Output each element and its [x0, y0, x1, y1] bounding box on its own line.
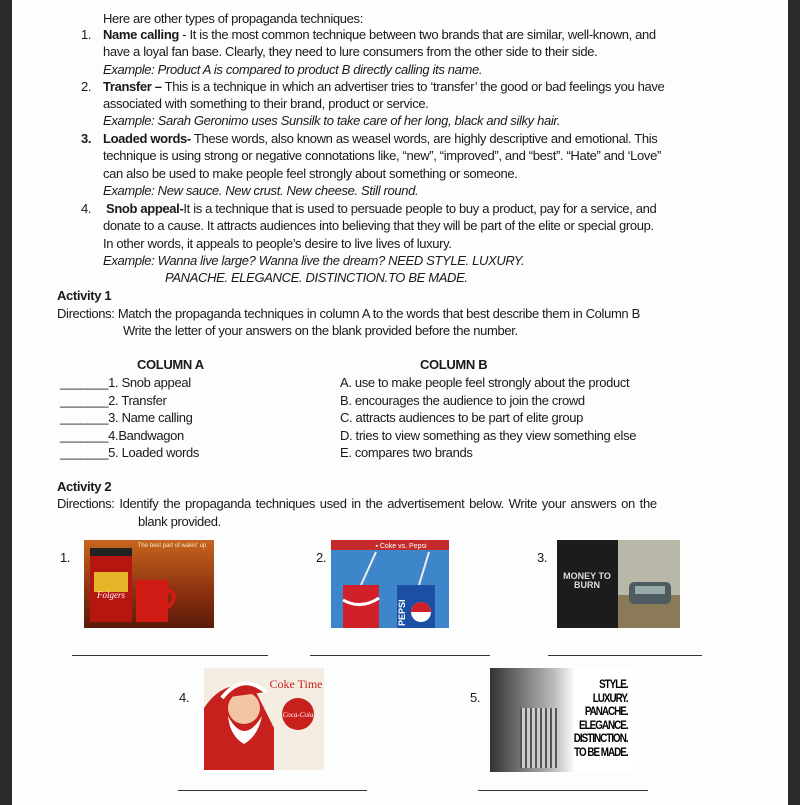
num-2: 2.	[81, 79, 92, 94]
ad-1-caption: The best part of wakin' up	[137, 543, 207, 549]
answer-blank[interactable]: _______	[60, 375, 109, 390]
text: This is a technique in which an advertiser tries to ‘transfer’ the good or bad feelings you have	[161, 79, 665, 94]
answer-blank[interactable]: _______	[60, 445, 109, 460]
ad-5-caption-line: ELEGANCE.	[579, 717, 628, 732]
text: It is a technique that is used to persuade people to buy a product, pay for a service, and	[183, 201, 657, 216]
activity2-title: Activity 2	[57, 479, 112, 494]
technique-3-line2: technique is using strong or negative connotations like, “new”, “improved”, and “best”. “Hate” and ‘Love”	[103, 148, 661, 163]
answer-blank[interactable]: _______	[60, 392, 109, 408]
activity1-title: Activity 1	[57, 288, 112, 303]
technique-label: 5. Loaded words	[108, 445, 200, 460]
ad-4-santa-coke-image	[204, 668, 324, 770]
ad-5-caption-line: DISTINCTION.	[574, 731, 628, 745]
technique-label: 2. Transfer	[108, 392, 167, 408]
ad-3-number: 3.	[537, 550, 548, 565]
activity2-directions-cont: blank provided.	[138, 514, 221, 529]
activity1-directions-cont: Write the letter of your answers on the blank provided before the number.	[123, 323, 518, 338]
ad-5-caption-line: STYLE.	[599, 677, 628, 691]
worksheet-page	[12, 0, 788, 805]
ad-5-answer-blank[interactable]	[478, 790, 648, 791]
term: Name calling	[103, 27, 179, 42]
column-b-item: A. use to make people feel strongly about the product	[340, 375, 630, 390]
text: These words, also known as weasel words, are highly descriptive and emotional. This	[190, 131, 658, 146]
term: Loaded words-	[103, 131, 191, 146]
column-a-item[interactable]	[60, 375, 191, 391]
ad-3-caption: MONEY TO BURN	[563, 572, 611, 590]
technique-1-example: Example: Product A is compared to product B directly calling its name.	[103, 62, 483, 77]
ad-4-brand: Coca-Cola	[282, 711, 314, 719]
ad-2-brand: PEPSI	[397, 599, 407, 626]
ad-5-caption	[574, 678, 628, 759]
ad-2-coke-pepsi-image	[331, 540, 449, 628]
column-b-item: D. tries to view something as they view something else	[340, 427, 637, 443]
car-grille	[520, 708, 558, 768]
technique-4-line1	[106, 201, 656, 217]
ad-4-answer-blank[interactable]	[178, 790, 367, 791]
technique-label: 3. Name calling	[108, 410, 193, 425]
ad-4-caption: Coke Time	[269, 677, 323, 691]
ad-1-answer-blank[interactable]	[72, 655, 268, 656]
ad-5-caption-line: LUXURY.	[593, 690, 628, 705]
technique-2-line1	[103, 79, 664, 95]
num-4: 4.	[81, 201, 92, 216]
term: Transfer –	[103, 79, 162, 94]
technique-1-line2: have a loyal fan base. Clearly, they need to lure consumers from the other side to their side.	[103, 44, 598, 59]
technique-3-example: Example: New sauce. New crust. New cheese. Still round.	[103, 183, 419, 198]
technique-1-line1	[103, 27, 656, 43]
technique-label: 4.Bandwagon	[108, 427, 184, 443]
column-b-item: C. attracts audiences to be part of elite group	[340, 410, 583, 425]
ad-2-caption: ▪ Coke vs. Pepsi	[375, 543, 427, 550]
ad-4-number: 4.	[179, 690, 190, 705]
column-a-item[interactable]	[60, 393, 166, 409]
activity1-directions: Directions: Match the propaganda techniques in column A to the words that best describe them in Column B	[57, 306, 640, 321]
technique-4-example: Example: Wanna live large? Wanna live the dream? NEED STYLE. LUXURY.	[103, 253, 525, 268]
technique-4-line3: In other words, it appeals to people’s desire to live lives of luxury.	[103, 236, 452, 251]
ad-1-brand: Folgers	[97, 590, 125, 600]
column-a-header: COLUMN A	[137, 357, 204, 372]
term: Snob appeal-	[106, 201, 184, 216]
technique-2-line2: associated with something to their brand, product or service.	[103, 96, 429, 111]
column-a-item[interactable]	[60, 428, 184, 444]
ad-5-caption-line: PANACHE.	[585, 704, 628, 718]
answer-blank[interactable]: _______	[60, 410, 109, 425]
ad-2-answer-blank[interactable]	[310, 655, 490, 656]
ad-5-number: 5.	[470, 690, 481, 705]
technique-4-line2: donate to a cause. It attracts audiences into believing that they will be part of the elite or special group.	[103, 218, 654, 233]
ad-1-number: 1.	[60, 550, 71, 565]
activity2-directions: Directions: Identify the propaganda techniques used in the advertisement below. Write your answers on the	[57, 496, 657, 511]
technique-3-line1	[103, 131, 657, 147]
technique-2-example: Example: Sarah Geronimo uses Sunsilk to take care of her long, black and silky hair.	[103, 113, 561, 128]
column-a-item[interactable]	[60, 410, 193, 426]
technique-3-line3: can also be used to make people feel strongly about something or someone.	[103, 166, 518, 181]
num-1: 1.	[81, 27, 92, 42]
technique-4-example-cont: PANACHE. ELEGANCE. DISTINCTION.TO BE MADE.	[165, 270, 468, 285]
column-b-item: E. compares two brands	[340, 445, 473, 460]
ad-5-rolls-royce-image	[490, 668, 632, 772]
ad-3-answer-blank[interactable]	[548, 655, 702, 656]
column-a-item[interactable]	[60, 445, 199, 461]
intro: Here are other types of propaganda techniques:	[103, 11, 363, 26]
column-b-item: B. encourages the audience to join the crowd	[340, 392, 585, 408]
ad-5-caption-line: TO BE MADE.	[574, 744, 628, 759]
ad-3-car-image	[557, 540, 680, 628]
num-3: 3.	[81, 131, 92, 146]
text: - It is the most common technique between two brands that are similar, well-known, and	[179, 27, 656, 42]
answer-blank[interactable]: _______	[60, 427, 109, 443]
ad-1-folgers-image	[84, 540, 214, 628]
ad-2-number: 2.	[316, 550, 327, 565]
column-b-header: COLUMN B	[420, 357, 488, 372]
technique-label: 1. Snob appeal	[108, 375, 191, 390]
